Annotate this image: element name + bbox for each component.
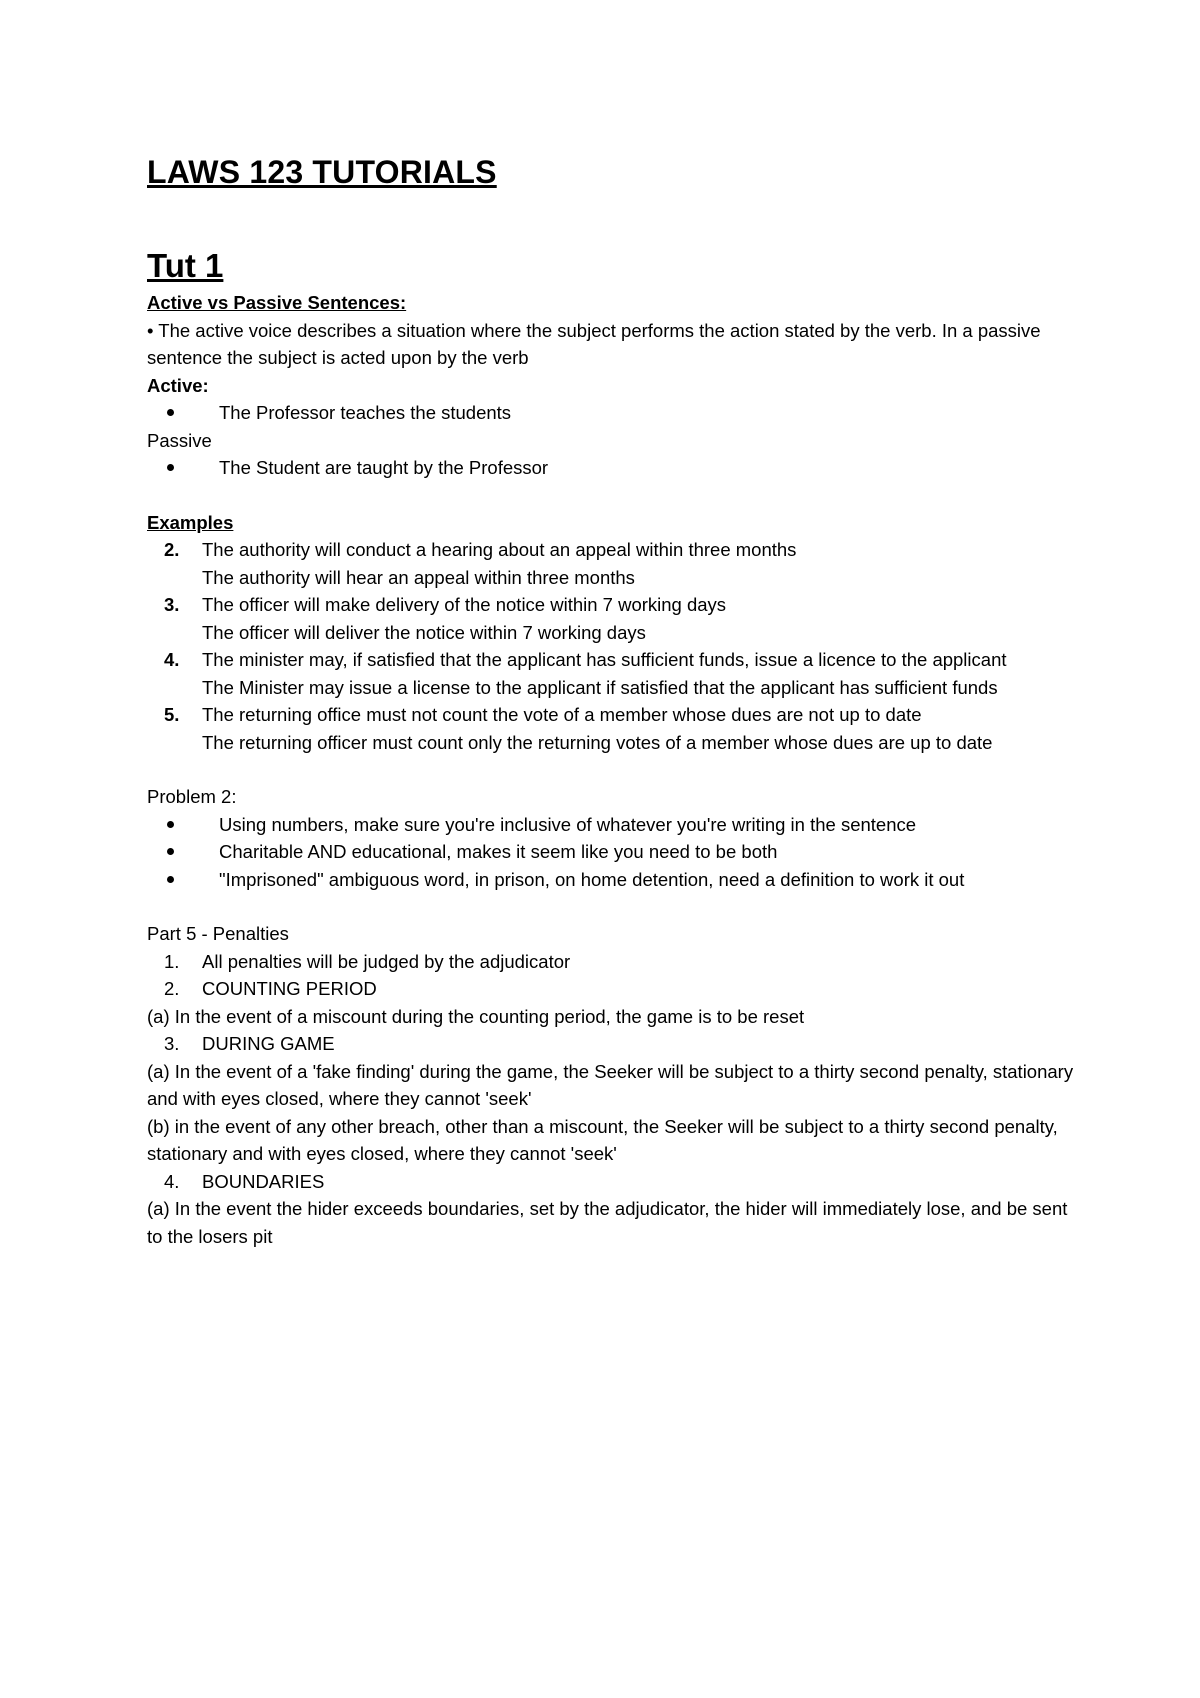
example-rewrite: The authority will hear an appeal within three months — [202, 566, 635, 588]
list-item — [147, 838, 1077, 866]
active-label: Active: — [147, 374, 209, 396]
clause-text: (a) In the event of a miscount during the counting period, the game is to be reset — [147, 1005, 805, 1027]
example-original: The returning office must not count the vote of a member whose dues are not up to date — [202, 704, 922, 725]
active-list — [147, 399, 1077, 427]
list-item-text: COUNTING PERIOD — [202, 978, 377, 999]
list-item — [147, 1168, 1077, 1196]
bullet-icon — [167, 821, 174, 828]
list-number: 3. — [164, 1033, 180, 1054]
example-original: The officer will make delivery of the notice within 7 working days — [202, 594, 727, 615]
clause-text: (a) In the event the hider exceeds boundaries, set by the adjudicator, the hider will immediately lose, and be sent to the losers pit — [147, 1198, 1068, 1247]
list-number: 4. — [164, 649, 180, 670]
document-title: LAWS 123 TUTORIALS — [147, 154, 497, 190]
clause-text: (a) In the event of a 'fake finding' during the game, the Seeker will be subject to a thirty second penalty, stationary and with eyes closed, where they cannot 'seek' — [147, 1060, 1074, 1109]
list-item-text: BOUNDARIES — [202, 1170, 325, 1192]
passive-list — [147, 454, 1077, 482]
list-item — [147, 811, 1077, 839]
example-original: The minister may, if satisfied that the applicant has sufficient funds, issue a licence to the applicant — [202, 649, 1007, 670]
clause-text: (b) in the event of any other breach, other than a miscount, the Seeker will be subject to a thirty second penalty, stationary and with eyes closed, where they cannot 'seek' — [147, 1115, 1058, 1164]
list-item-text: The Student are taught by the Professor — [219, 457, 549, 478]
list-number: 4. — [164, 1170, 180, 1192]
list-number: 1. — [164, 950, 180, 972]
list-item — [147, 948, 1077, 976]
list-number: 3. — [164, 594, 180, 615]
examples-list — [147, 536, 1077, 756]
problem2-list — [147, 811, 1077, 894]
part5-list-3 — [147, 1168, 1077, 1196]
document-body — [147, 152, 1077, 1250]
tutorial-heading: Tut 1 — [147, 247, 224, 284]
part5-list-2 — [147, 1030, 1077, 1058]
passive-label: Passive — [147, 429, 212, 451]
part5-list-1 — [147, 948, 1077, 1003]
bullet-icon — [167, 409, 174, 416]
example-rewrite: The officer will deliver the notice within 7 working days — [202, 621, 646, 643]
list-item-text: Charitable AND educational, makes it seem like you need to be both — [219, 841, 778, 862]
list-number: 5. — [164, 704, 180, 725]
spacer — [147, 756, 1077, 783]
example-original: The authority will conduct a hearing about an appeal within three months — [202, 539, 797, 560]
bullet-icon — [167, 876, 174, 883]
list-item-text: All penalties will be judged by the adjudicator — [202, 950, 571, 972]
list-item-text: Using numbers, make sure you're inclusive of whatever you're writing in the sentence — [219, 813, 917, 835]
list-item-text: "Imprisoned" ambiguous word, in prison, on home detention, need a definition to work it out — [219, 868, 965, 890]
example-rewrite: The Minister may issue a license to the applicant if satisfied that the applicant has sufficient funds — [202, 676, 998, 698]
active-passive-heading: Active vs Passive Sentences: — [147, 292, 407, 313]
list-item-text: DURING GAME — [202, 1033, 335, 1054]
part5-heading: Part 5 - Penalties — [147, 923, 289, 944]
spacer — [147, 893, 1077, 920]
list-number: 2. — [164, 539, 180, 560]
examples-heading: Examples — [147, 511, 234, 533]
list-item-text: The Professor teaches the students — [219, 402, 512, 423]
list-item — [147, 646, 1077, 701]
list-item — [147, 866, 1077, 894]
list-item — [147, 536, 1077, 591]
example-rewrite: The returning officer must count only the returning votes of a member whose dues are up to date — [202, 731, 993, 753]
list-item — [147, 454, 1077, 482]
bullet-icon — [167, 464, 174, 471]
list-item — [147, 399, 1077, 427]
list-item — [147, 975, 1077, 1003]
list-item — [147, 701, 1077, 756]
bullet-icon — [167, 848, 174, 855]
list-item — [147, 1030, 1077, 1058]
spacer — [147, 482, 1077, 509]
active-passive-intro: • The active voice describes a situation where the subject performs the action stated by the verb. In a passive sentence the subject is acted upon by the verb — [147, 319, 1041, 368]
problem2-heading: Problem 2: — [147, 786, 237, 807]
list-number: 2. — [164, 978, 180, 999]
list-item — [147, 591, 1077, 646]
